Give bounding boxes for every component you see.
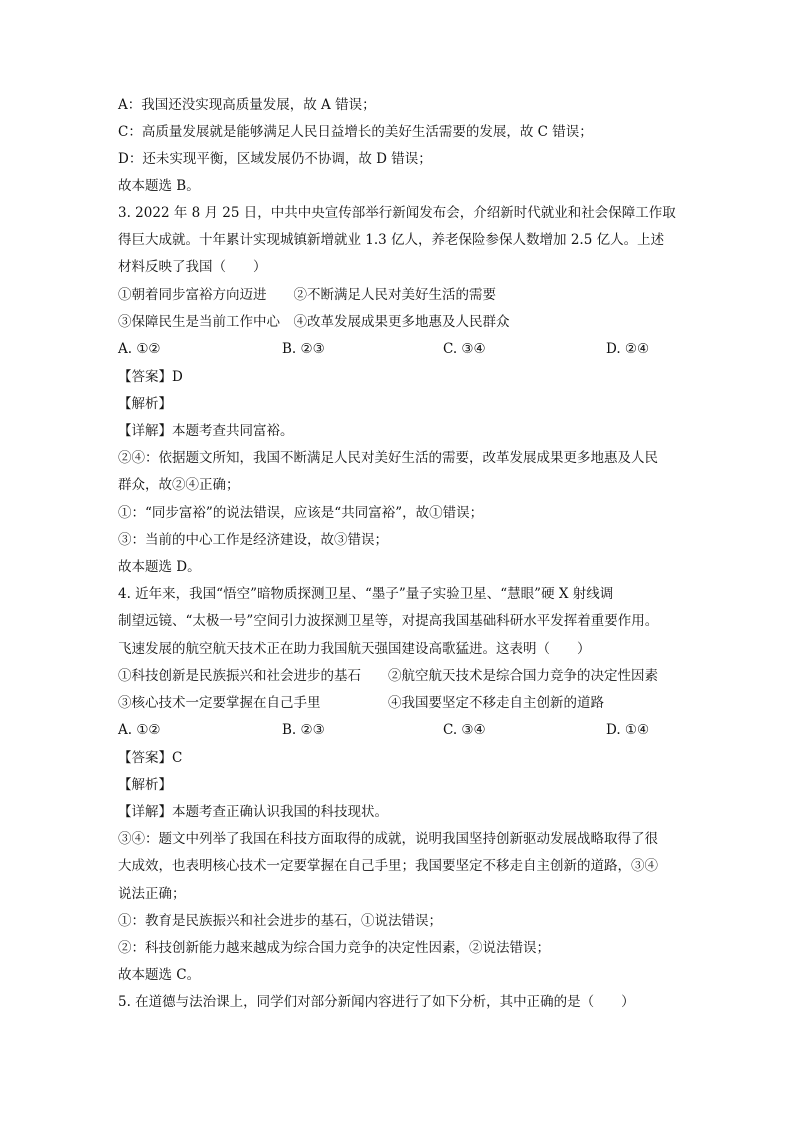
explanation-line: 说法正确； [118, 886, 186, 902]
answer-label: 【答案】D [118, 369, 183, 385]
question-3-statements: ③保障民生是当前工作中心 ④改革发展成果更多地惠及人民群众 [118, 314, 510, 330]
question-4-option-b: B. ②③ [282, 722, 325, 738]
question-4-stem: 制望远镜、“太极一号”空间引力波探测卫星等，对提高我国基础科研水平发挥着重要作用。 [118, 613, 659, 629]
question-3-stem: 3. 2022 年 8 月 25 日，中共中央宣传部举行新闻发布会，介绍新时代就业和社会保障工作取 [118, 205, 676, 221]
text-line: A：我国还没实现高质量发展，故 A 错误； [118, 97, 376, 113]
detail-label: 【详解】本题考查共同富裕。 [118, 423, 294, 439]
question-4-statements: ①科技创新是民族振兴和社会进步的基石 ②航空航天技术是综合国力竞争的决定性因素 [118, 668, 658, 684]
explanation-line: 故本题选 D。 [118, 559, 201, 575]
text-line: 故本题选 B。 [118, 178, 200, 194]
question-5-stem: 5. 在道德与法治课上，同学们对部分新闻内容进行了如下分析，其中正确的是（ ） [118, 994, 635, 1010]
explanation-line: ②：科技创新能力越来越成为综合国力竞争的决定性因素，②说法错误； [118, 940, 550, 956]
answer-label: 【答案】C [118, 750, 183, 766]
question-4-stem: 4. 近年来，我国“悟空”暗物质探测卫星、“墨子”量子实验卫星、“慧眼”硬 X 射线调 [118, 586, 614, 602]
analysis-label: 【解析】 [118, 777, 172, 793]
question-4-option-d: D. ①④ [606, 722, 650, 738]
question-3-statements: ①朝着同步富裕方向迈进 ②不断满足人民对美好生活的需要 [118, 287, 496, 303]
question-3-option-a: A. ①② [118, 341, 161, 357]
explanation-line: ②④：依据题文所知，我国不断满足人民对美好生活的需要，改革发展成果更多地惠及人民 [118, 450, 658, 466]
question-4-option-a: A. ①② [118, 722, 161, 738]
question-3-option-b: B. ②③ [282, 341, 325, 357]
detail-label: 【详解】本题考查正确认识我国的科技现状。 [118, 804, 388, 820]
question-3-option-d: D. ②④ [606, 341, 650, 357]
question-3-stem: 材料反映了我国（ ） [118, 259, 267, 275]
text-line: C：高质量发展就是能够满足人民日益增长的美好生活需要的发展，故 C 错误； [118, 124, 593, 140]
text-line: D：还未实现平衡，区域发展仍不协调，故 D 错误； [118, 151, 432, 167]
question-4-stem: 飞速发展的航空航天技术正在助力我国航天强国建设高歌猛进。这表明（ ） [118, 641, 591, 657]
explanation-line: ①：教育是民族振兴和社会进步的基石，①说法错误； [118, 913, 442, 929]
explanation-line: 大成效，也表明核心技术一定要掌握在自己手里；我国要坚定不移走自主创新的道路，③④ [118, 858, 658, 874]
question-3-option-c: C. ③④ [443, 341, 486, 357]
explanation-line: ③：当前的中心工作是经济建设，故③错误； [118, 532, 388, 548]
question-4-option-c: C. ③④ [443, 722, 486, 738]
explanation-line: ③④：题文中列举了我国在科技方面取得的成就，说明我国坚持创新驱动发展战略取得了很 [118, 831, 658, 847]
analysis-label: 【解析】 [118, 396, 172, 412]
explanation-line: 故本题选 C。 [118, 967, 201, 983]
question-3-stem: 得巨大成就。十年累计实现城镇新增就业 1.3 亿人，养老保险参保人数增加 2.5 亿人。上述 [118, 232, 665, 248]
question-4-statements: ③核心技术一定要掌握在自己手里 ④我国要坚定不移走自主创新的道路 [118, 695, 604, 711]
explanation-line: 群众，故②④正确； [118, 477, 240, 493]
explanation-line: ①：“同步富裕”的说法错误，应该是“共同富裕”，故①错误； [118, 505, 484, 521]
